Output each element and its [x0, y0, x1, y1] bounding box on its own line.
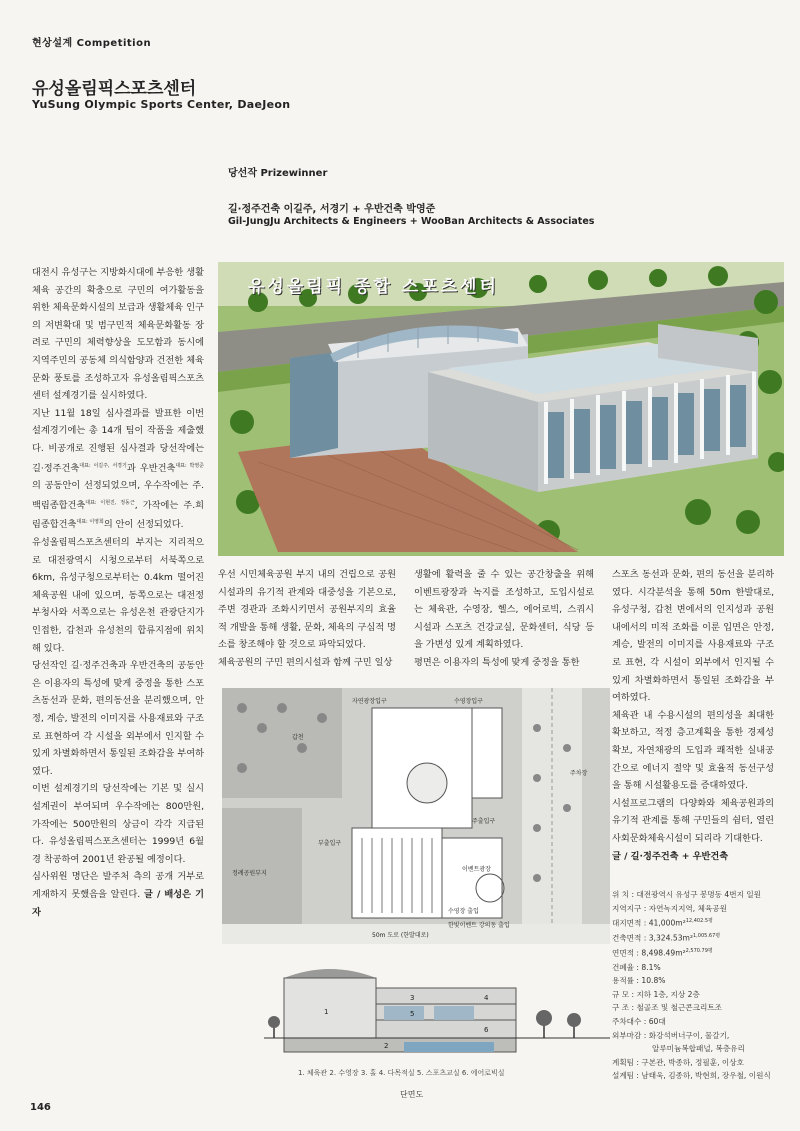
info-row: 지역지구 : 자연녹지지역, 체육공원 [612, 903, 727, 913]
plan-label: 자연광장입구 [352, 698, 387, 705]
page-number: 146 [30, 1102, 51, 1113]
architects-ko: 길·정주건축 이길주, 서경기 + 우반건축 박영준 [228, 204, 436, 215]
architects-en: Gil-JungJu Architects & Engineers + WooBan Architects & Associates [228, 216, 595, 227]
prize-label: 당선작 Prizewinner [228, 168, 328, 179]
info-row: 주차대수 : 60대 [612, 1016, 666, 1026]
info-row: 대지면적 : 41,000m²$^{12,402.5평}$ [612, 918, 713, 928]
info-row: 위 치 : 대전광역시 유성구 봉명동 4번지 일원 [612, 890, 761, 899]
plan-label: 수영장입구 [454, 698, 483, 705]
aerial-rendering [218, 262, 784, 556]
body-column-1 [32, 264, 204, 921]
plan-label: 정례공원부지 [232, 870, 267, 877]
footnote: 대표: 이영희 [76, 519, 104, 526]
section-caption: 단면도 [400, 1090, 424, 1099]
body-column-4 [612, 566, 774, 865]
body-column-2 [218, 566, 396, 672]
paragraph: 시설프로그램의 다양화와 체육공원과의 유기적 관계를 통해 구민들의 쉼터, 열린 사회문화체육시설이 되리라 기대한다. [612, 797, 774, 844]
byline: 글 / 길·정주건축 + 우반건축 [612, 850, 729, 862]
footnote: 대표: 박영준 [175, 462, 204, 469]
paragraph: 체육관 내 수용시설의 편의성을 최대한 확보하고, 적정 층고계획을 통한 경제성 확보, 자연채광의 도입과 쾌적한 실내공간으로 에너지 절약 및 효율적 동선구성을 통해 시설활용도를 증대하였다. [612, 709, 774, 792]
info-row: 규 모 : 지하 1층, 지상 2층 [612, 989, 700, 999]
plan-label: 50m 도로 (한발대로) [372, 932, 429, 939]
page-subtitle: YuSung Olympic Sports Center, DaeJeon [32, 98, 291, 111]
byline: 글 / 배성은 기자 [32, 888, 205, 918]
paragraph: 유성올림픽스포츠센터의 부지는 지리적으로 대전광역시 시청으로부터 서북쪽으로 6km, 유성구청으로부터는 0.4km 떨어진 체육공원 내에 있으며, 동쪽으로는 대전정부청사와 서쪽으로는 유성온천 관광단지가 인접한, 갑천과 유성천의 합류지점에 위치해 있다. [32, 537, 204, 654]
section-illustration [264, 958, 610, 1062]
section-number: 1 [324, 1008, 329, 1016]
section-label: 현상설계 Competition [32, 38, 152, 49]
info-row: 건폐율 : 8.1% [612, 962, 661, 972]
site-plan-drawing [222, 688, 610, 944]
paragraph: 생활에 활력을 줄 수 있는 공간창출을 위해 이벤트광장과 녹지를 조성하고, 도입시설로는 체육관, 수영장, 헬스, 에어로빅, 스쿼시 시설과 스포츠 건강교실, 문화센터, 식당 등을 가변성 있게 계획하였다. [414, 569, 594, 651]
paragraph: 스포츠 동선과 문화, 편의 동선을 분리하였다. 시각분석을 통해 50m 한발대로, 유성구청, 갑천 변에서의 인지성과 공원 내에서의 미적 조화를 이룬 입면은 안정, 계승, 발전의 이미지를 사용재료와 구조로 표현, 각 시설이 외부에서 인지될 수 있게 차별화하면서 통일된 조화감을 부여하였다. [612, 569, 774, 704]
info-row: 용적률 : 10.8% [612, 976, 666, 986]
site-plan [222, 688, 610, 944]
footnote: 대표: 이현진, 정동근 [85, 499, 135, 506]
info-row: 외부마감 : 화강석버너구이, 물갈기, [612, 1030, 730, 1040]
section-number: 3 [410, 994, 415, 1002]
info-row: 건축면적 : 3,324.53m²$^{1,005.67평}$ [612, 933, 721, 943]
info-row: 구 조 : 철골조 및 철근콘크리트조 [612, 1003, 722, 1013]
paragraph: 체육공원의 구민 편의시설과 함께 구민 일상 [218, 656, 393, 668]
paragraph: 이번 설계경기의 당선작에는 기본 및 실시설계권이 부여되며 우수작에는 800만원, 가작에는 500만원의 상금이 각각 지급된다. 유성올림픽스포츠센터는 1999년 6월경 착공하여 2001년 완공될 예정이다. [32, 783, 204, 865]
rendering-banner: 유성올림픽 종합 스포츠센터 [248, 277, 499, 297]
paragraph: 대전시 유성구는 지방화시대에 부응한 생활체육 공간의 확충으로 구민의 여가활동을 위한 체육문화시설의 보급과 생활체육 인구의 저변확대 및 범구민적 체육문화활동 장려로 구민의 체력향상을 도모함과 동시에 지역주민의 공동체 의식함양과 건전한 체육문화 풍토를 조성하고자 유성올림픽스포츠센터 설계경기를 실시하였다. [32, 267, 204, 402]
section-number: 6 [484, 1026, 489, 1034]
section-number: 2 [384, 1042, 389, 1050]
section-number: 4 [484, 994, 489, 1002]
plan-label: 갑천 [292, 734, 304, 741]
plan-label: 이벤트광장 [462, 866, 491, 873]
paragraph: 평면은 이용자의 특성에 맞게 중정을 통한 [414, 656, 580, 668]
info-row: 계획팀 : 구본관, 박종하, 정필훈, 이상호 [612, 1057, 744, 1067]
info-row: 알루미늄복합패널, 복층유리 [652, 1044, 745, 1054]
footnote: 대표: 이길주, 서경기 [79, 462, 127, 469]
section-legend: 1. 체육관 2. 수영장 3. 홀 4. 다목적실 5. 스포츠교실 6. 에어로빅실 [298, 1069, 505, 1077]
plan-label: 수영장 출입 [448, 908, 479, 915]
paragraph: 당선작인 길·정주건축과 우반건축의 공동안은 이용자의 특성에 맞게 중정을 통한 스포츠동선과 문화, 편의동선을 분리했으며, 안정, 계승, 발전의 이미지를 사용재료와 구조로 표현하여 각 시설을 외부에서 인지할 수 있게 차별화하면서 통일된 조화감을 부여하였다. [32, 660, 204, 777]
plan-label: 한빛이벤트 강의동 출입 [448, 922, 510, 929]
section-number: 5 [410, 1010, 415, 1018]
plan-label: 주출입구 [472, 818, 496, 825]
project-info [612, 888, 782, 1083]
paragraph: 심사위원 명단은 발주처 측의 공개 거부로 게재하지 못했음을 알린다. 글 / 배성은 기자 [32, 871, 205, 918]
plan-label: 부출입구 [318, 840, 342, 847]
paragraph: 우선 시민체육공원 부지 내의 건립으로 공원시설과의 유기적 관계와 대중성을 기본으로, 주변 경관과 조화시키면서 공원부지의 효율적 개발을 통해 생활, 문화, 체육의 구심적 명소를 창조해야 할 것으로 파악되었다. [218, 569, 396, 651]
page-title: 유성올림픽스포츠센터 [32, 79, 197, 99]
rendering-illustration [218, 262, 784, 556]
paragraph: 지난 11월 18일 심사결과를 발표한 이번 설계경기에는 총 14개 팀이 작품을 제출했다. 비공개로 진행된 심사결과 당선작에는 길·정주건축$^{대표: 이길주, 서경기}$과 우반건축$^{대표: 박영준}$의 공동안이 선정되었으며, 우수작에는 주.백림종합건축$^{대표: 이현진, 정동근}$, 가작에는 주.희림종합건축$^{대표: 이영희}$의 안이 선정되었다. [32, 407, 205, 531]
info-row: 연면적 : 8,498.49m²$^{2,570.79평}$ [612, 948, 713, 958]
body-column-3 [414, 566, 594, 672]
plan-label: 주차장 [570, 770, 588, 777]
info-row: 설계팀 : 남태욱, 김종하, 박현희, 장우철, 이원식 [612, 1071, 771, 1081]
section-drawing [264, 958, 610, 1062]
